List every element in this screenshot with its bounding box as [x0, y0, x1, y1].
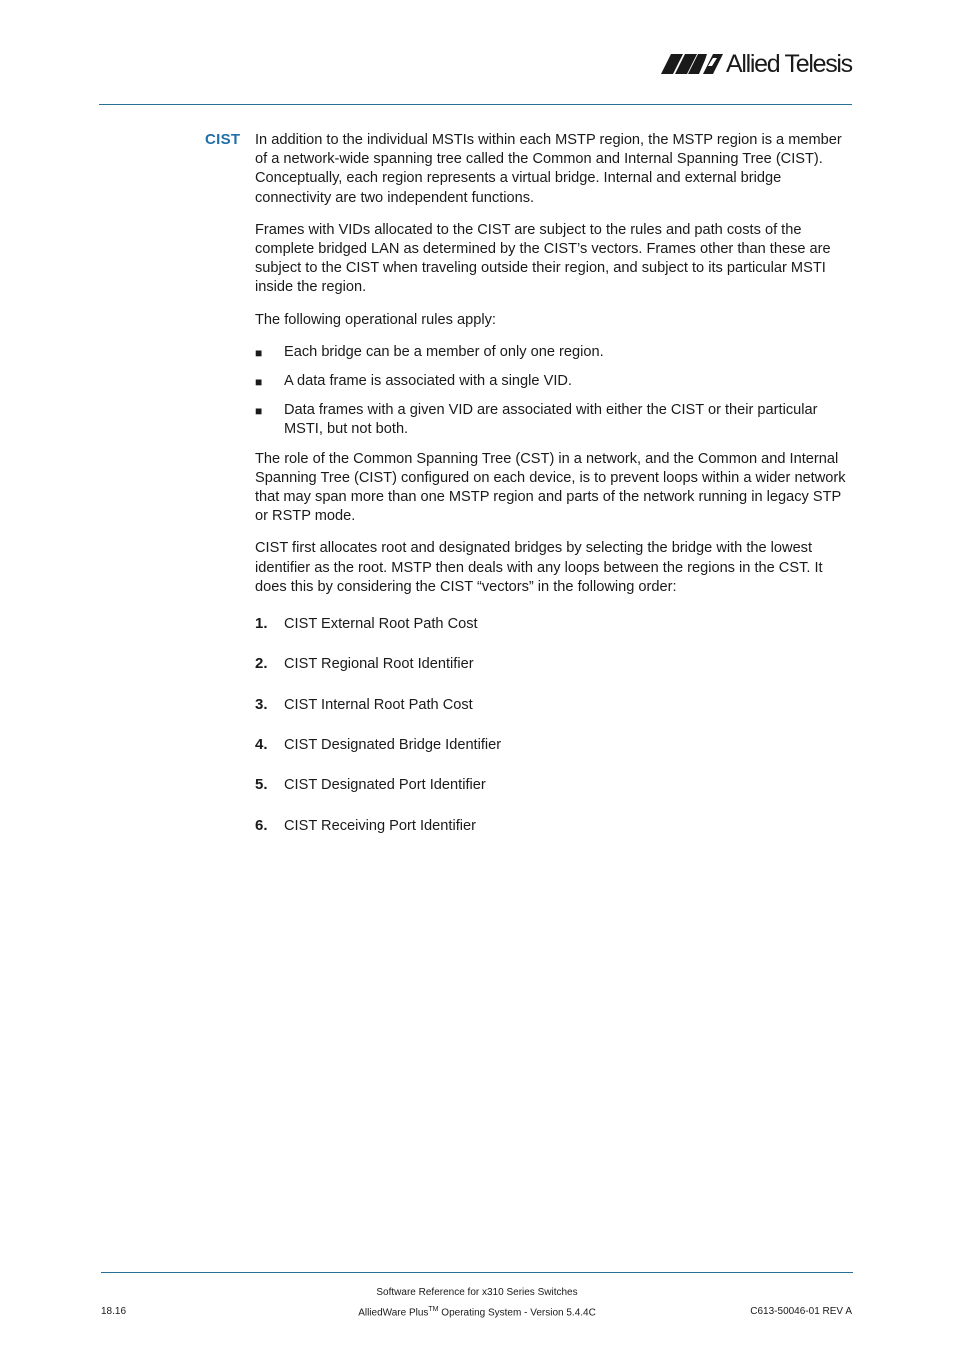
list-item [255, 817, 852, 857]
step-text: CIST External Root Path Cost [284, 616, 478, 633]
logo-text: Allied Telesis [726, 50, 852, 78]
os-name: AlliedWare Plus [358, 1307, 429, 1319]
step-text: CIST Designated Port Identifier [284, 777, 486, 794]
list-item [255, 736, 852, 776]
paragraph: The following operational rules apply: [255, 311, 496, 328]
list-item-text: Each bridge can be a member of only one region. [284, 343, 604, 360]
list-item [255, 696, 852, 736]
list-item-text: Data frames with a given VID are associated with either the CIST or their particular MSTI, but not both. [284, 402, 818, 438]
list-item [255, 776, 852, 816]
section-body [255, 131, 852, 857]
step-text: CIST Regional Root Identifier [284, 656, 474, 673]
step-number: 4. [255, 735, 268, 753]
section-heading: CIST [205, 131, 241, 148]
allied-telesis-logo-mark-icon [661, 54, 723, 74]
footer-rule [101, 1272, 853, 1273]
list-item [255, 401, 852, 439]
step-text: CIST Internal Root Path Cost [284, 696, 473, 713]
step-text: CIST Designated Bridge Identifier [284, 736, 502, 753]
rules-list [255, 343, 852, 440]
paragraph: CIST first allocates root and designated bridges by selecting the bridge with the lowest identifier as the root. MSTP then deals with any loops between the regions in the CST. It does this by considering the CIST “vectors” in the following order: [255, 540, 823, 595]
step-number: 5. [255, 776, 268, 794]
list-item [255, 343, 852, 362]
bullet-square-icon: ■ [255, 404, 263, 419]
step-number: 1. [255, 615, 268, 633]
step-number: 2. [255, 655, 268, 673]
list-item-text: A data frame is associated with a single VID. [284, 373, 572, 390]
header-rule [99, 104, 852, 105]
list-item [255, 615, 852, 655]
paragraph: The role of the Common Spanning Tree (CST) in a network, and the Common and Internal Spanning Tree (CIST) configured on each device, is to prevent loops within a wider network that may span more than one MSTP region and parts of the network running in legacy STP or RSTP mode. [255, 450, 846, 525]
step-number: 3. [255, 695, 268, 713]
trademark: TM [428, 1306, 439, 1313]
allied-telesis-logo [661, 50, 852, 78]
vector-order-list [255, 615, 852, 857]
list-item [255, 372, 852, 391]
os-version: Operating System - Version 5.4.4C [438, 1307, 596, 1319]
page-number: 18.16 [101, 1306, 127, 1317]
footer-doc-title: Software Reference for x310 Series Switches [376, 1287, 578, 1298]
step-number: 6. [255, 816, 268, 834]
document-id: C613-50046-01 REV A [750, 1306, 852, 1317]
paragraph: Frames with VIDs allocated to the CIST are subject to the rules and path costs of the complete bridged LAN as determined by the CIST’s vectors. Frames other than these are subject to the CIST when traveling outside their region, and subject to its particular MSTI inside the region. [255, 221, 831, 296]
list-item [255, 655, 852, 695]
bullet-square-icon: ■ [255, 345, 263, 360]
bullet-square-icon: ■ [255, 375, 263, 390]
step-text: CIST Receiving Port Identifier [284, 817, 476, 834]
paragraph: In addition to the individual MSTIs within each MSTP region, the MSTP region is a member of a network-wide spanning tree called the Common and Internal Spanning Tree (CIST). Conceptually, each region represents a virtual bridge. Internal and external bridge connectivity are two independent functions. [255, 132, 842, 206]
